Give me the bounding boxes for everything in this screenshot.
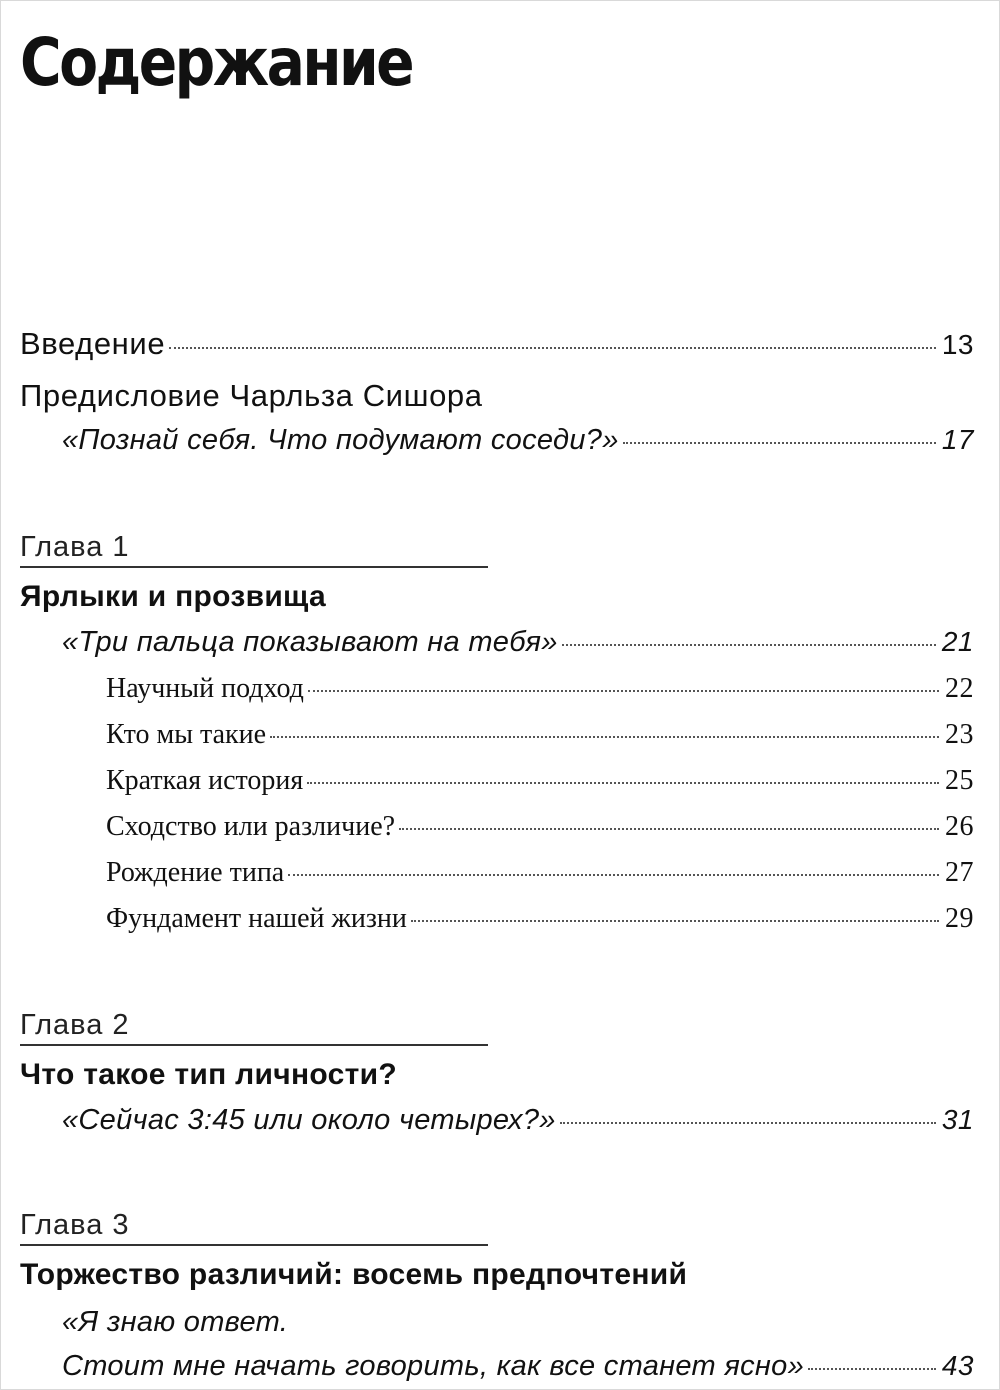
- dot-leader: [308, 690, 939, 692]
- dot-leader: [307, 782, 939, 784]
- toc-entry-chapter-3-epigraph-line1[interactable]: «Я знаю ответ.: [62, 1306, 289, 1338]
- toc-entry-text: Кто мы такие: [106, 719, 267, 750]
- chapter-1-title[interactable]: Ярлыки и прозвища: [20, 580, 327, 613]
- dot-leader: [808, 1368, 936, 1370]
- toc-page-number: 25: [945, 765, 974, 796]
- dot-leader: [399, 828, 939, 830]
- chapter-3-title[interactable]: Торжество различий: восемь предпочтений: [20, 1258, 688, 1291]
- toc-entry-chapter-2-epigraph[interactable]: [62, 1104, 974, 1137]
- toc-page-number: 31: [941, 1104, 974, 1135]
- toc-page-number: 29: [945, 903, 974, 934]
- dot-leader: [270, 736, 939, 738]
- toc-entry-text: «Три пальца показывают на тебя»: [62, 626, 558, 658]
- toc-page-number: 22: [945, 673, 974, 704]
- dot-leader: [560, 1122, 936, 1124]
- toc-page-number: 17: [941, 424, 974, 455]
- dot-leader: [169, 347, 936, 349]
- chapter-1-label: Глава 1: [20, 530, 488, 568]
- dot-leader: [288, 874, 939, 876]
- toc-entry-text: Фундамент нашей жизни: [106, 903, 407, 934]
- page-title: Содержание: [20, 24, 413, 101]
- toc-section-entry[interactable]: [106, 857, 974, 889]
- toc-page-number: 26: [945, 811, 974, 842]
- toc-section-entry[interactable]: [106, 765, 974, 797]
- chapter-3-label: Глава 3: [20, 1208, 488, 1246]
- toc-entry-text: Краткая история: [106, 765, 304, 796]
- toc-section-entry[interactable]: [106, 903, 974, 935]
- dot-leader: [623, 442, 936, 444]
- toc-section-entry[interactable]: [106, 673, 974, 705]
- toc-page-number: 43: [941, 1350, 974, 1381]
- dot-leader: [411, 920, 939, 922]
- toc-entry-chapter-3-epigraph[interactable]: [62, 1350, 974, 1383]
- chapter-2-title[interactable]: Что такое тип личности?: [20, 1058, 397, 1091]
- toc-entry-text: «Сейчас 3:45 или около четырех?»: [62, 1104, 556, 1136]
- toc-entry-text: Научный подход: [106, 673, 304, 704]
- toc-page-number: 21: [941, 626, 974, 657]
- toc-entry-text: Сходство или различие?: [106, 811, 396, 842]
- toc-entry-text: «Познай себя. Что подумают соседи?»: [62, 424, 619, 456]
- toc-entry-text: Введение: [20, 326, 166, 361]
- toc-section-entry[interactable]: [106, 719, 974, 751]
- toc-entry-introduction[interactable]: [20, 326, 974, 362]
- toc-entry-text: Стоит мне начать говорить, как все станет ясно»: [62, 1350, 805, 1382]
- toc-page-number: 23: [945, 719, 974, 750]
- toc-entry-text: Рождение типа: [106, 857, 285, 888]
- toc-entry-foreword[interactable]: Предисловие Чарльза Сишора: [20, 378, 483, 413]
- toc-page-number: 13: [941, 329, 974, 360]
- toc-page-number: 27: [945, 857, 974, 888]
- dot-leader: [562, 644, 936, 646]
- toc-entry-chapter-1-epigraph[interactable]: [62, 626, 974, 659]
- toc-entry-foreword-epigraph[interactable]: [62, 424, 974, 457]
- chapter-2-label: Глава 2: [20, 1008, 488, 1046]
- toc-section-entry[interactable]: [106, 811, 974, 843]
